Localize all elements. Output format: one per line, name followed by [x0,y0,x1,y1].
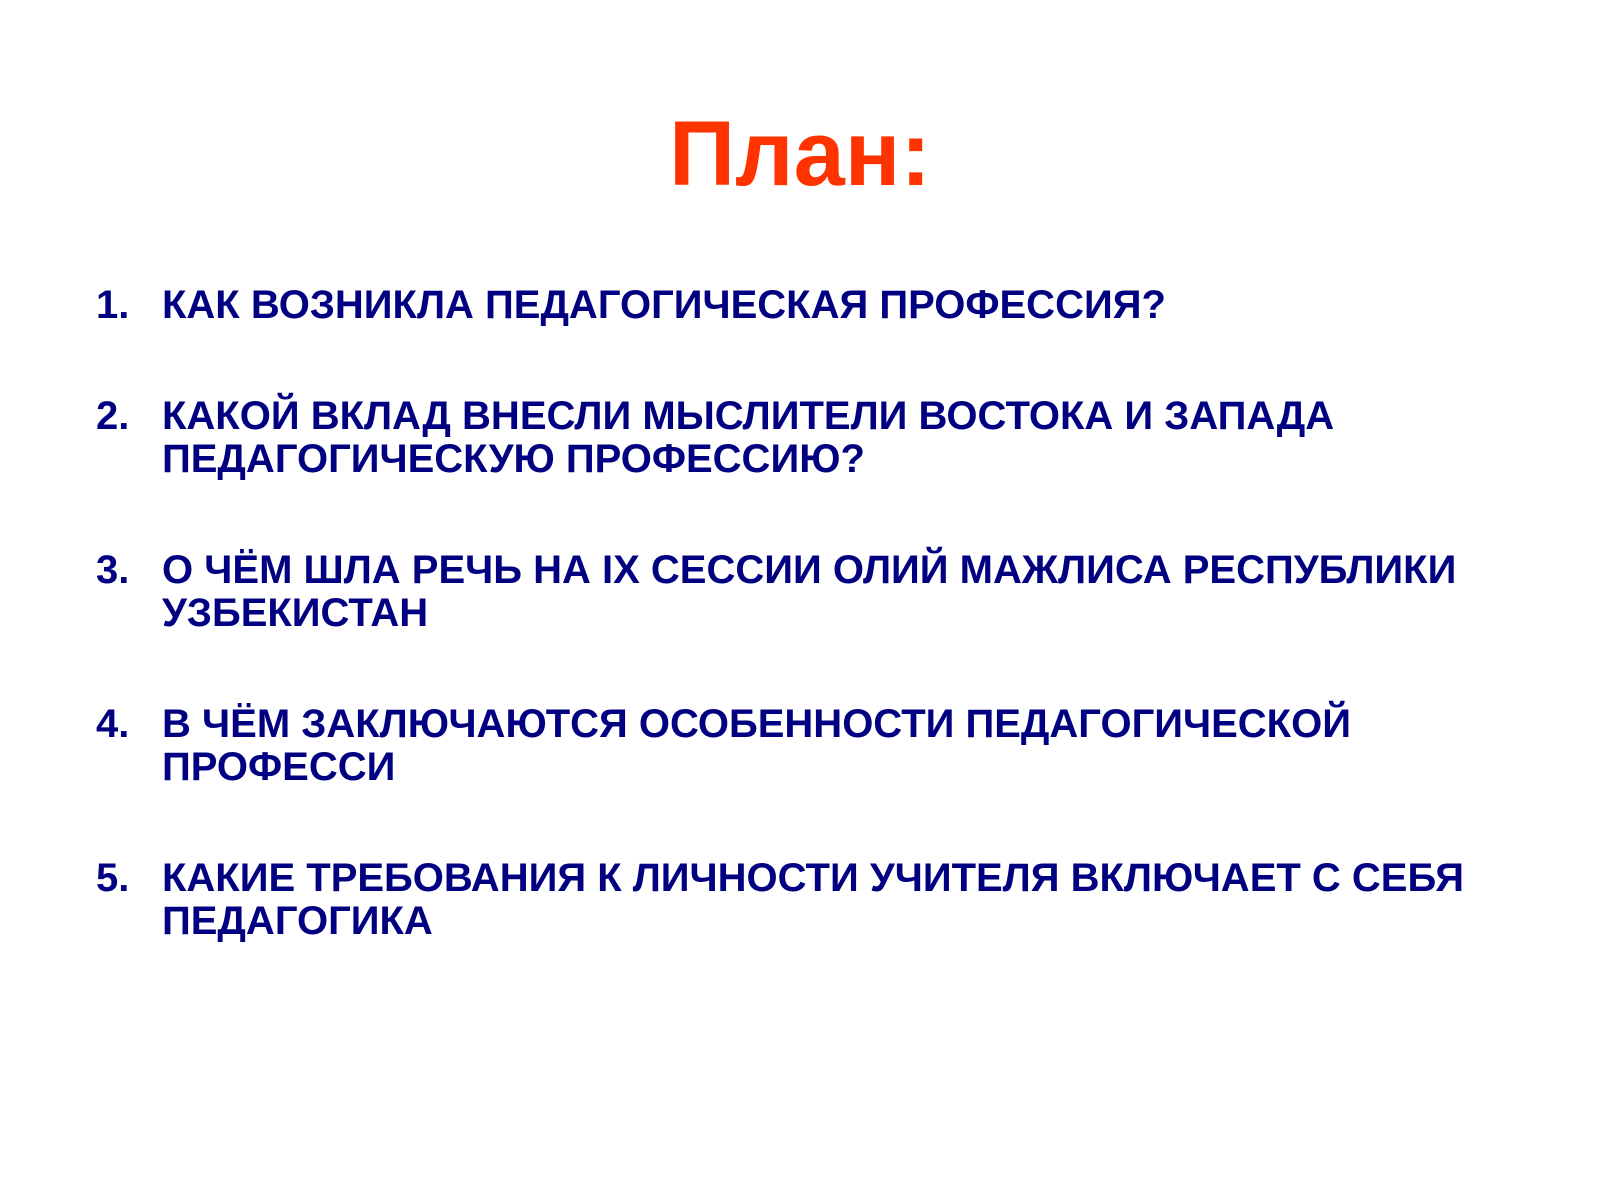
item-text: О ЧЁМ ШЛА РЕЧЬ НА IX СЕССИИ ОЛИЙ МАЖЛИСА РЕСПУБЛИКИ УЗБЕКИСТАН [162,548,1457,635]
item-number: 2. [96,394,130,438]
plan-list [96,284,1536,943]
item-number: 4. [96,702,130,746]
slide-title: План: [669,103,931,205]
list-item [96,549,1536,635]
item-number: 1. [96,283,130,327]
list-item [96,284,1536,327]
list-item [96,395,1536,481]
item-text: КАКИЕ ТРЕБОВАНИЯ К ЛИЧНОСТИ УЧИТЕЛЯ ВКЛЮЧАЕТ С СЕБЯ ПЕДАГОГИКА [162,856,1464,943]
item-number: 3. [96,548,130,592]
list-item [96,703,1536,789]
item-text: В ЧЁМ ЗАКЛЮЧАЮТСЯ ОСОБЕННОСТИ ПЕДАГОГИЧЕСКОЙ ПРОФЕССИ [162,702,1351,789]
item-number: 5. [96,856,130,900]
list-item [96,857,1536,943]
item-text: КАК ВОЗНИКЛА ПЕДАГОГИЧЕСКАЯ ПРОФЕССИЯ? [162,283,1166,327]
item-text: КАКОЙ ВКЛАД ВНЕСЛИ МЫСЛИТЕЛИ ВОСТОКА И ЗАПАДА ПЕДАГОГИЧЕСКУЮ ПРОФЕССИЮ? [162,394,1335,481]
